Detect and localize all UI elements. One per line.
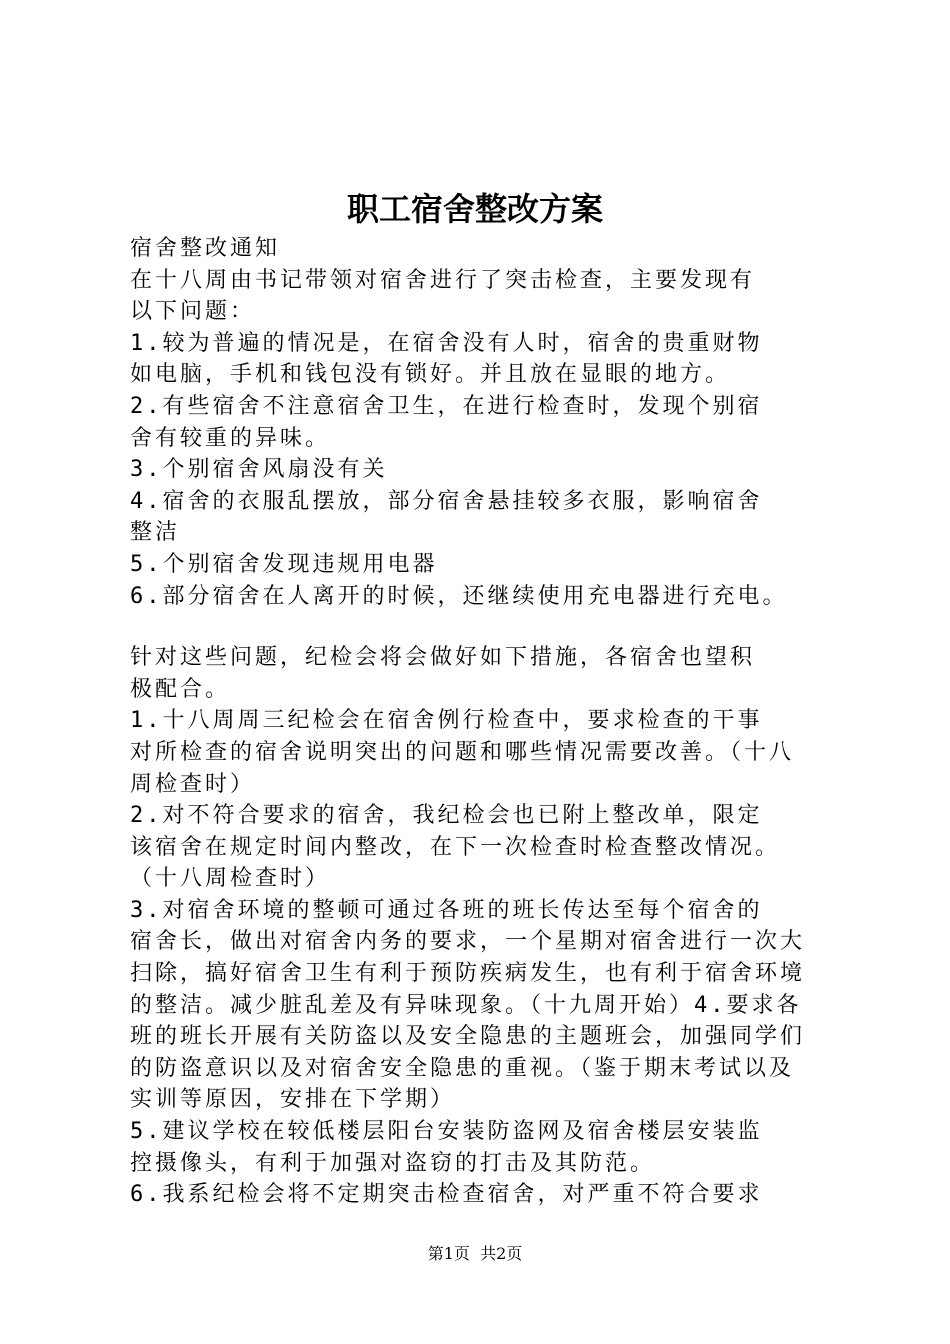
paragraph-line: 舍有较重的异味。 (130, 425, 331, 451)
paragraph-line: 该宿舍在规定时间内整改，在下一次检查时检查整改情况。 (130, 834, 781, 860)
paragraph-line: 的防盗意识以及对宿舍安全隐患的重视。（鉴于期末考试以及 (130, 1055, 795, 1081)
paragraph-line: 扫除，搞好宿舍卫生有利于预防疾病发生，也有利于宿舍环境 (130, 961, 806, 987)
paragraph-line: 针对这些问题，纪检会将会做好如下措施，各宿舍也望积 (130, 645, 756, 671)
paragraph-line: 极配合。 (130, 676, 231, 702)
paragraph-line: 1.较为普遍的情况是，在宿舍没有人时，宿舍的贵重财物 (130, 330, 763, 356)
paragraph-line: 宿舍长，做出对宿舍内务的要求，一个星期对宿舍进行一次大 (130, 929, 806, 955)
paragraph-line: 6.我系纪检会将不定期突击检查宿舍，对严重不符合要求 (130, 1182, 763, 1208)
paragraph-line: 2.对不符合要求的宿舍，我纪检会也已附上整改单，限定 (130, 803, 763, 829)
document-body (130, 233, 832, 1211)
paragraph-line: 班的班长开展有关防盗以及安全隐患的主题班会，加强同学们 (130, 1024, 806, 1050)
paragraph-line: 5.建议学校在较低楼层阳台安装防盗网及宿舍楼层安装监 (130, 1119, 763, 1145)
document-title: 职工宿舍整改方案 (346, 190, 603, 228)
paragraph-line: 实训等原因，安排在下学期） (130, 1087, 456, 1113)
paragraph-line: 宿舍整改通知 (130, 236, 281, 261)
paragraph-line: （十八周检查时） (130, 866, 331, 892)
paragraph-line: 2.有些宿舍不注意宿舍卫生，在进行检查时，发现个别宿 (130, 393, 763, 419)
paragraph-gap (130, 612, 832, 642)
paragraph-line: 控摄像头，有利于加强对盗窃的打击及其防范。 (130, 1150, 656, 1176)
paragraph-line: 3.个别宿舍风扇没有关 (130, 457, 388, 483)
paragraph-line: 4.宿舍的衣服乱摆放，部分宿舍悬挂较多衣服，影响宿舍 (130, 488, 763, 514)
paragraph-line: 6.部分宿舍在人离开的时候，还继续使用充电器进行充电。 (130, 583, 788, 609)
paragraph-line: 整洁 (130, 520, 181, 546)
paragraph-line: 周检查时） (130, 771, 256, 797)
paragraph-line: 如电脑，手机和钱包没有锁好。并且放在显眼的地方。 (130, 362, 731, 388)
paragraph-line: 在十八周由书记带领对宿舍进行了突击检查，主要发现有 (130, 267, 756, 293)
paragraph-line: 5.个别宿舍发现违规用电器 (130, 551, 438, 577)
paragraph-line: 1.十八周周三纪检会在宿舍例行检查中，要求检查的干事 (130, 708, 763, 734)
paragraph-line: 以下问题： (130, 299, 256, 325)
page-footer: 第1页 共2页 (427, 1244, 523, 1263)
paragraph-line: 3.对宿舍环境的整顿可通过各班的班长传达至每个宿舍的 (130, 897, 763, 923)
paragraph-line: 对所检查的宿舍说明突出的问题和哪些情况需要改善。（十八 (130, 739, 795, 765)
paragraph-line: 的整洁。减少脏乱差及有异味现象。（十九周开始）4.要求各 (130, 992, 802, 1018)
